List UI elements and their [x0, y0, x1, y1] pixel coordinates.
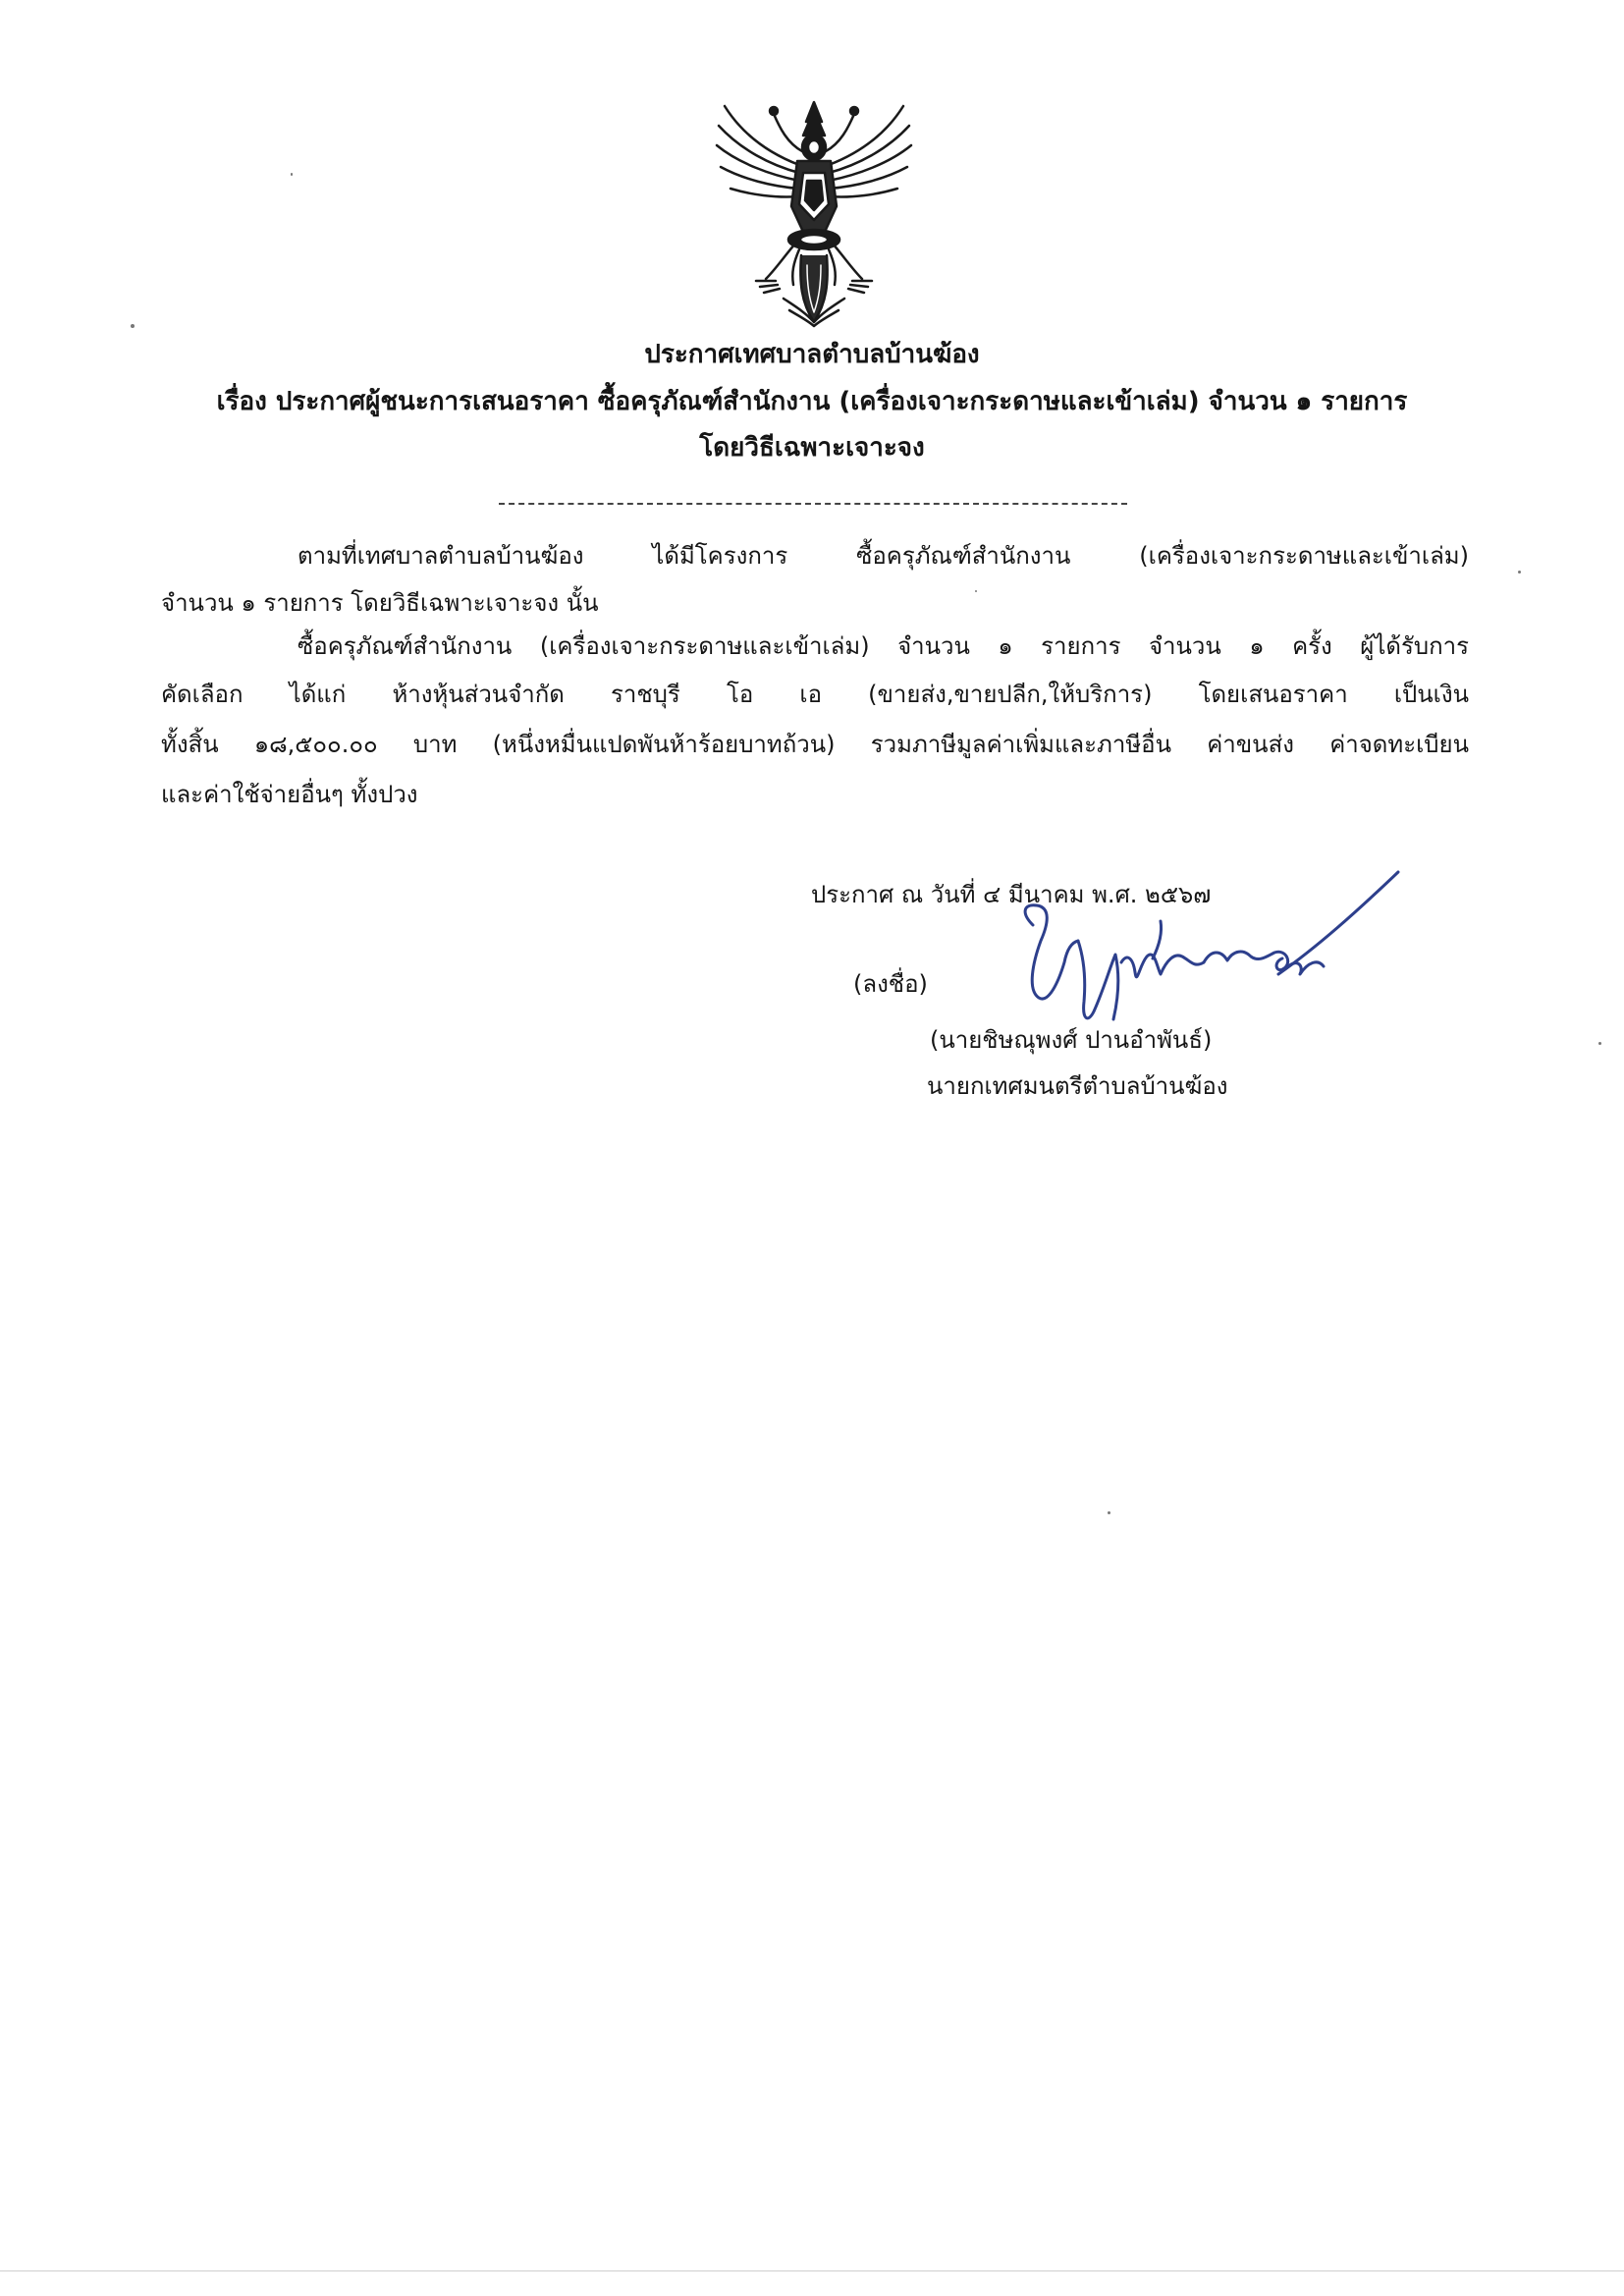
- paragraph2-line4: และค่าใช้จ่ายอื่นๆ ทั้งปวง: [161, 781, 418, 808]
- scan-speck: [131, 324, 135, 328]
- scan-speck: [1518, 571, 1521, 574]
- announcement-date: ประกาศ ณ วันที่ ๔ มีนาคม พ.ศ. ๒๕๖๗: [811, 881, 1212, 908]
- scan-speck: [975, 590, 977, 592]
- signer-title: นายกเทศมนตรีตำบลบ้านฆ้อง: [927, 1072, 1228, 1100]
- paragraph2-line1: ซื้อครุภัณฑ์สำนักงาน (เครื่องเจาะกระดาษและเข้าเล่ม) จำนวน ๑ รายการ จำนวน ๑ ครั้ง ผู้ได้รับการ: [298, 632, 1469, 660]
- paragraph2-line2: คัดเลือก ได้แก่ ห้างหุ้นส่วนจำกัด ราชบุรี โอ เอ (ขายส่ง,ขายปลีก,ให้บริการ) โดยเสนอราคา เป็นเงิน: [161, 681, 1469, 708]
- garuda-emblem-icon: [705, 96, 923, 328]
- header-divider: [499, 503, 1127, 505]
- scan-edge-line: [0, 2270, 1624, 2271]
- sign-label: (ลงชื่อ): [853, 970, 928, 998]
- paragraph1-line2: จำนวน ๑ รายการ โดยวิธีเฉพาะเจาะจง นั้น: [161, 589, 599, 617]
- signature-icon: [994, 864, 1416, 1031]
- paragraph2-line3: ทั้งสิ้น ๑๘,๕๐๐.๐๐ บาท (หนึ่งหมื่นแปดพันห้าร้อยบาทถ้วน) รวมภาษีมูลค่าเพิ่มและภาษีอื่น ค่าขนส่ง ค่าจดทะเบียน: [161, 731, 1469, 758]
- announcement-title: ประกาศเทศบาลตำบลบ้านฆ้อง: [644, 340, 980, 369]
- paragraph1-line1: ตามที่เทศบาลตำบลบ้านฆ้อง ได้มีโครงการ ซื้อครุภัณฑ์สำนักงาน (เครื่องเจาะกระดาษและเข้าเล่ม): [298, 542, 1469, 570]
- scan-speck: [291, 173, 293, 176]
- procurement-method: โดยวิธีเฉพาะเจาะจง: [699, 433, 925, 463]
- signer-name: (นายชิษณุพงศ์ ปานอำพันธ์): [930, 1026, 1213, 1054]
- scan-speck: [1108, 1511, 1110, 1514]
- announcement-subject: เรื่อง ประกาศผู้ชนะการเสนอราคา ซื้อครุภัณฑ์สำนักงาน (เครื่องเจาะกระดาษและเข้าเล่ม) จำนวน ๑ รายการ: [216, 387, 1408, 416]
- scan-speck: [1598, 1042, 1601, 1045]
